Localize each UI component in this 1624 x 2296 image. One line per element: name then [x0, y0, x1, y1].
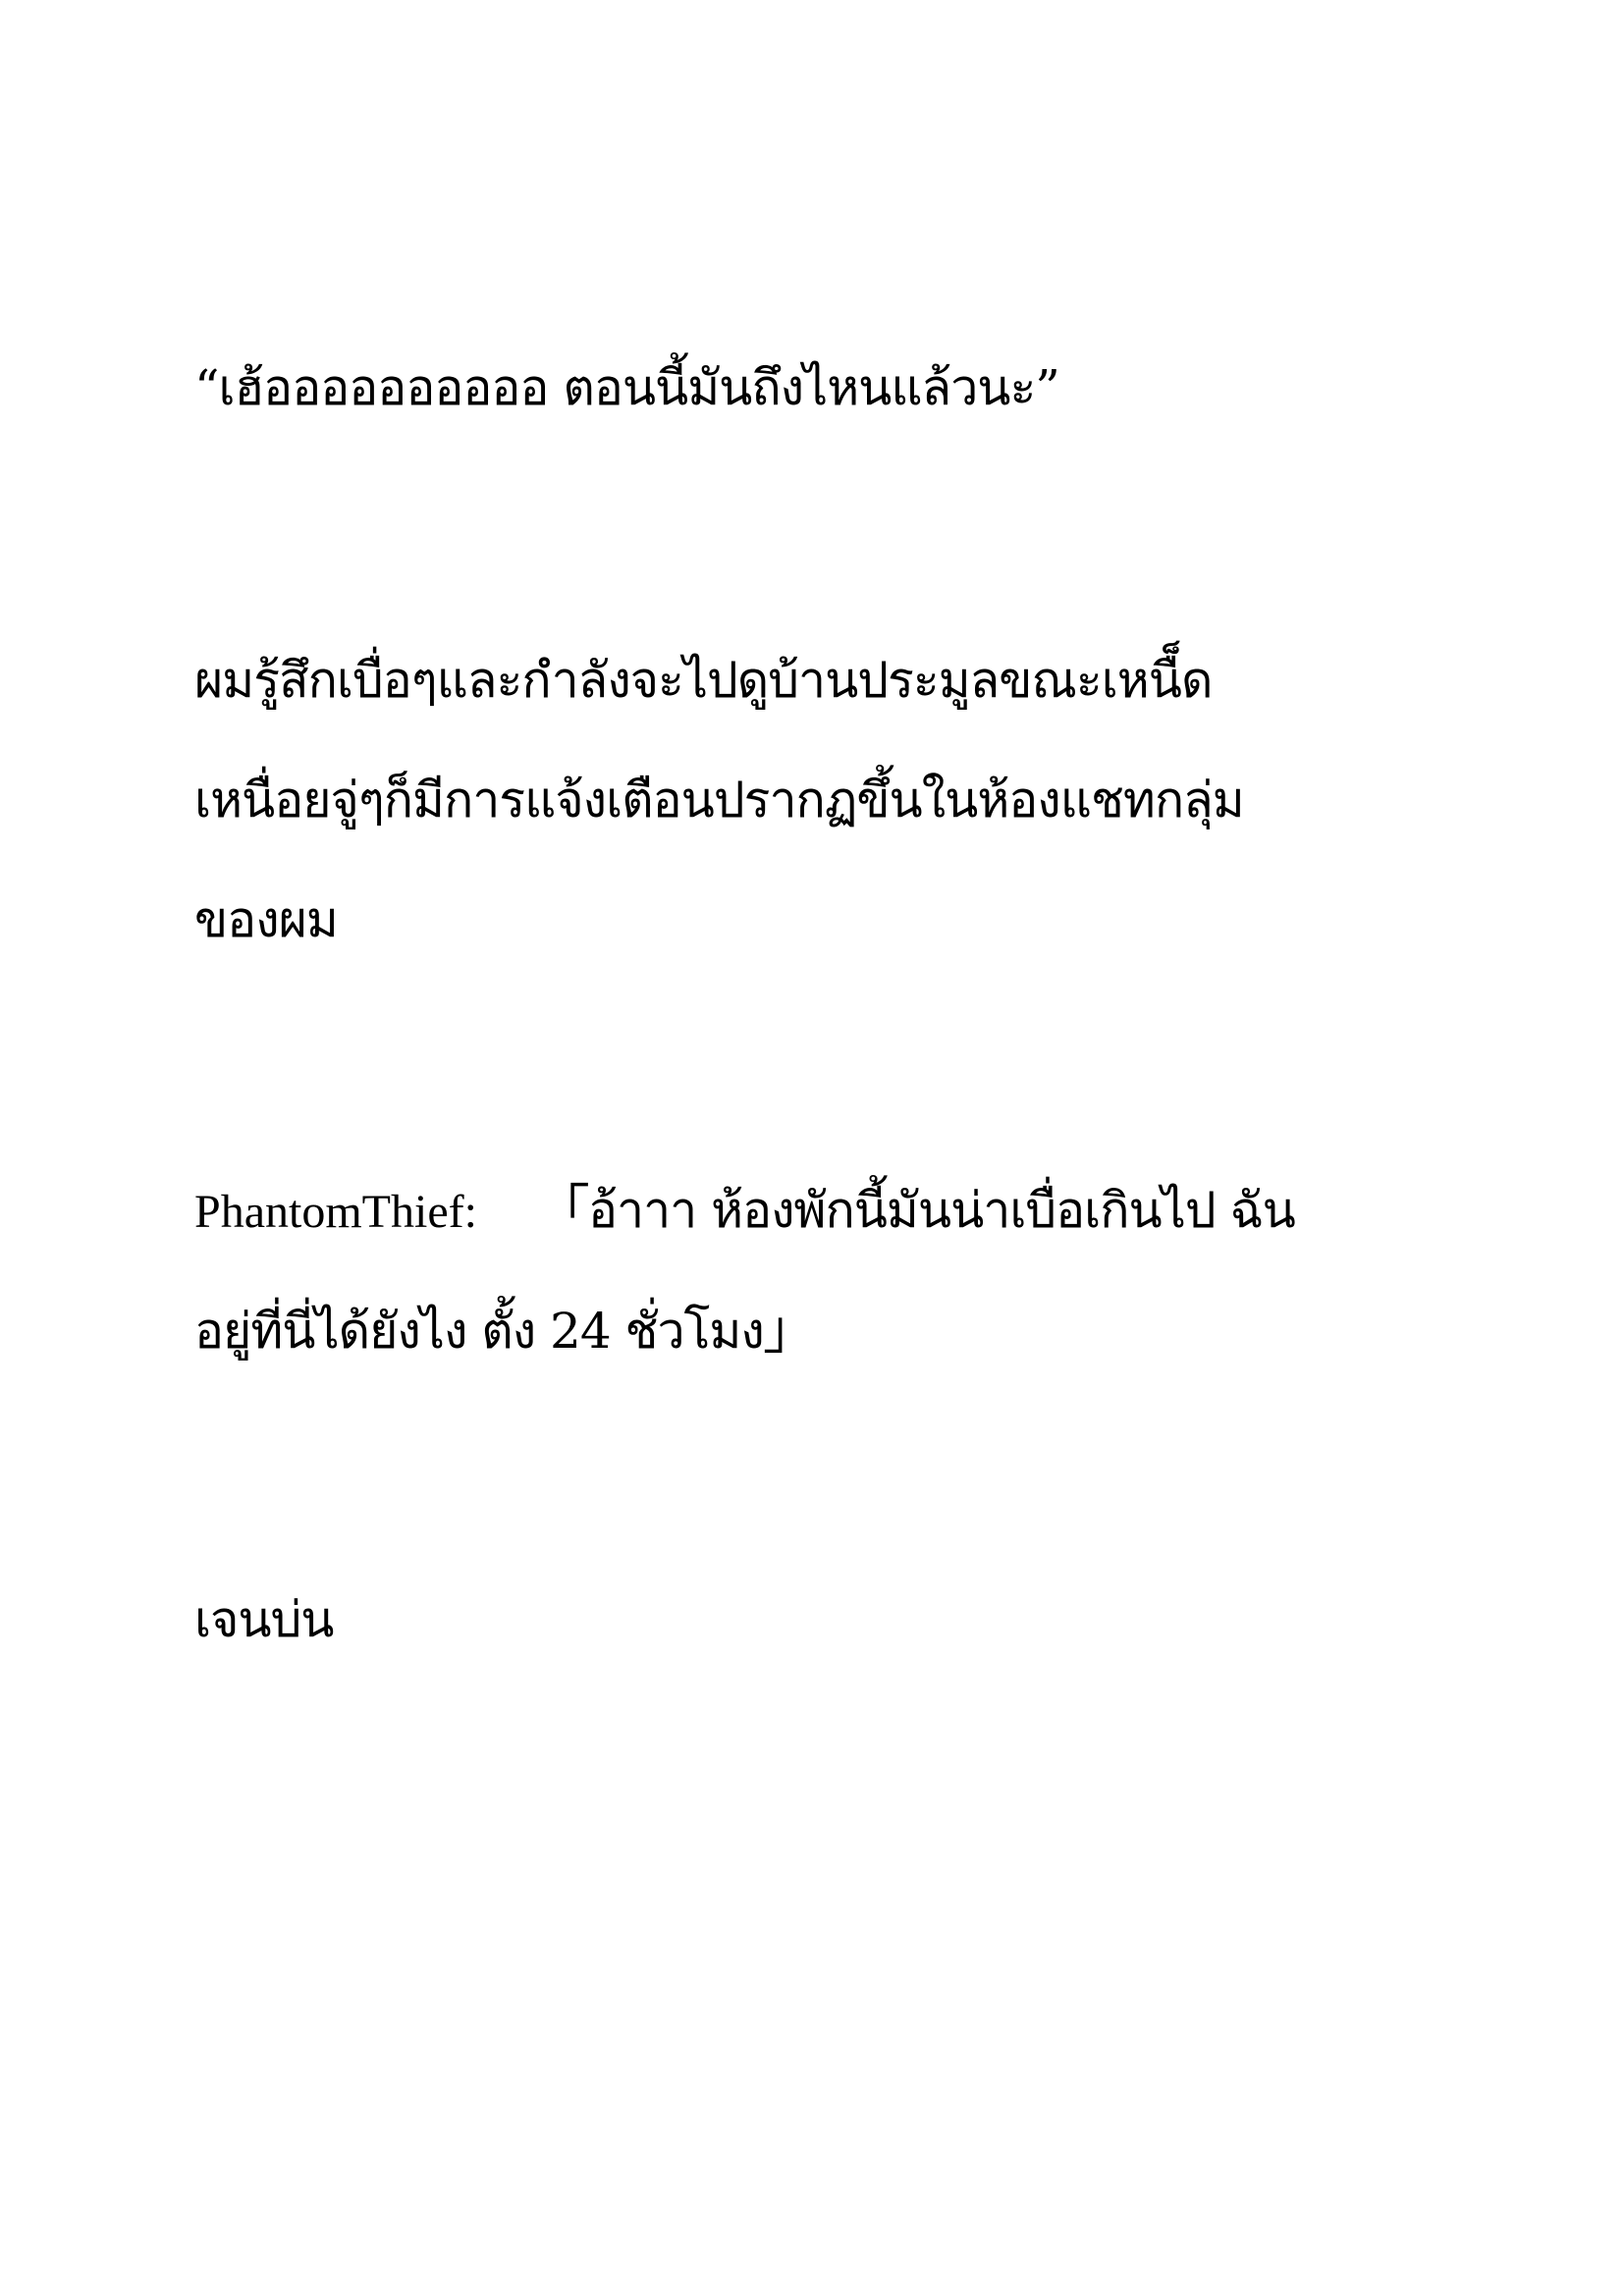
chat-message-text-1: อ้าาา ห้องพักนี้มันน่าเบื่อเกินไป ฉัน: [587, 1182, 1295, 1239]
chat-message-line-1: [194, 1181, 1295, 1240]
paragraph-narration-line-1: ผมรู้สึกเบื่อๆและกำลังจะไปดูบ้านประมูลขณะเหนื็ด: [194, 652, 1213, 709]
chat-message-text-2: อยู่ที่นี่ได้ยังไง ตั้ง 24 ชั่วโมง: [194, 1303, 764, 1360]
paragraph-jane-complains: เจนบ่น: [194, 1591, 334, 1648]
paragraph-sigh-line: “เฮ้ออออออออออ ตอนนี้มันถึงไหนแล้วนะ”: [194, 359, 1059, 416]
chat-open-bracket: 「: [537, 1181, 588, 1240]
paragraph-narration-line-2: เหนื่อยจู่ๆก็มีการแจ้งเตือนปรากฏขึ้นในห้องแชทกลุ่ม: [194, 772, 1244, 828]
paragraph-narration-line-3: ของผม: [194, 891, 338, 948]
chat-message-line-2: [194, 1302, 814, 1361]
chat-speaker-name: PhantomThief:: [194, 1186, 477, 1238]
chat-close-bracket: 」: [763, 1302, 814, 1361]
